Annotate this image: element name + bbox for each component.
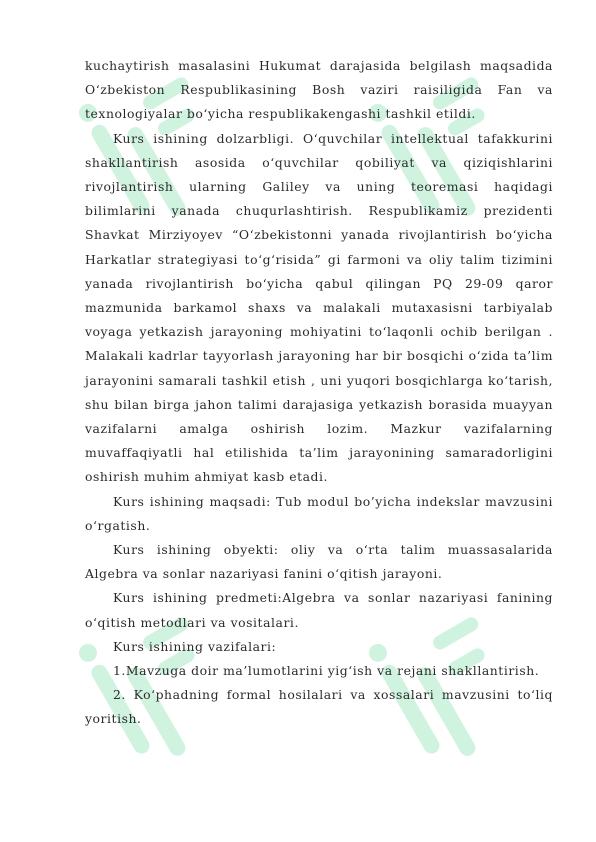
paragraph-object: Kurs ishining obyekti: oliy va o‘rta talim muassasalarida Algebra va sonlar nazariyasi fanini o‘qitish jarayoni. [85,542,553,582]
document-body [85,54,553,732]
paragraph-tasks-heading: Kurs ishining vazifalari: [113,638,277,654]
paragraph-intro-continuation: kuchaytirish masalasini Hukumat darajasida belgilash maqsadida O‘zbekiston Respublikasining Bosh vaziri raisiligida Fan va texnologiyalar bo‘yicha respublikakengashi tashkil etildi. [85,58,553,122]
paragraph-subject: Kurs ishining predmeti:Algebra va sonlar nazariyasi fanining o‘qitish metodlari va vositalari. [85,590,553,630]
paragraph-relevance: Kurs ishining dolzarbligi. O‘quvchilar intellektual tafakkurini shakllantirish asosida o‘quvchilar qobiliyat va qiziqishlarini rivojlantirish ularning Galiley va uning teoremasi haqidagi bilimlarini yanada chuqurlashtirish. Respublikamiz prezidenti Shavkat Mirziyoyev “O‘zbekistonni yanada rivojlantirish bo‘yicha Harkatlar strategiyasi to‘g‘risida” gi farmoni va oliy talim tizimini yanada rivojlantirish bo‘yicha qabul qilingan PQ 29-09 qaror mazmunida barkamol shaxs va malakali mutaxasisni tarbiyalab voyaga yetkazish jarayoning mohiyatini to‘laqonli ochib berilgan . Malakali kadrlar tayyorlash jarayoning har bir bosqichi o‘zida ta’lim jarayonini samarali tashkil etish , uni yuqori bosqichlarga ko‘tarish, shu bilan birga jahon talimi darajasiga yetkazish borasida muayyan vazifalarni amalga oshirish lozim. Mazkur vazifalarning muvaffaqiyatli hal etilishida ta’lim jarayonining samaradorligini oshirish muhim ahmiyat kasb etadi. [85,130,553,485]
paragraph-task-1: 1.Mavzuga doir ma’lumotlarini yig‘ish va rejani shakllantirish. [113,663,540,679]
paragraph-goal: Kurs ishining maqsadi: Tub modul bo’yicha indekslar mavzusini o‘rgatish. [85,493,553,533]
paragraph-task-2: 2. Ko‘phadning formal hosilalari va xossalari mavzusini to‘liq yoritish. [85,687,553,727]
